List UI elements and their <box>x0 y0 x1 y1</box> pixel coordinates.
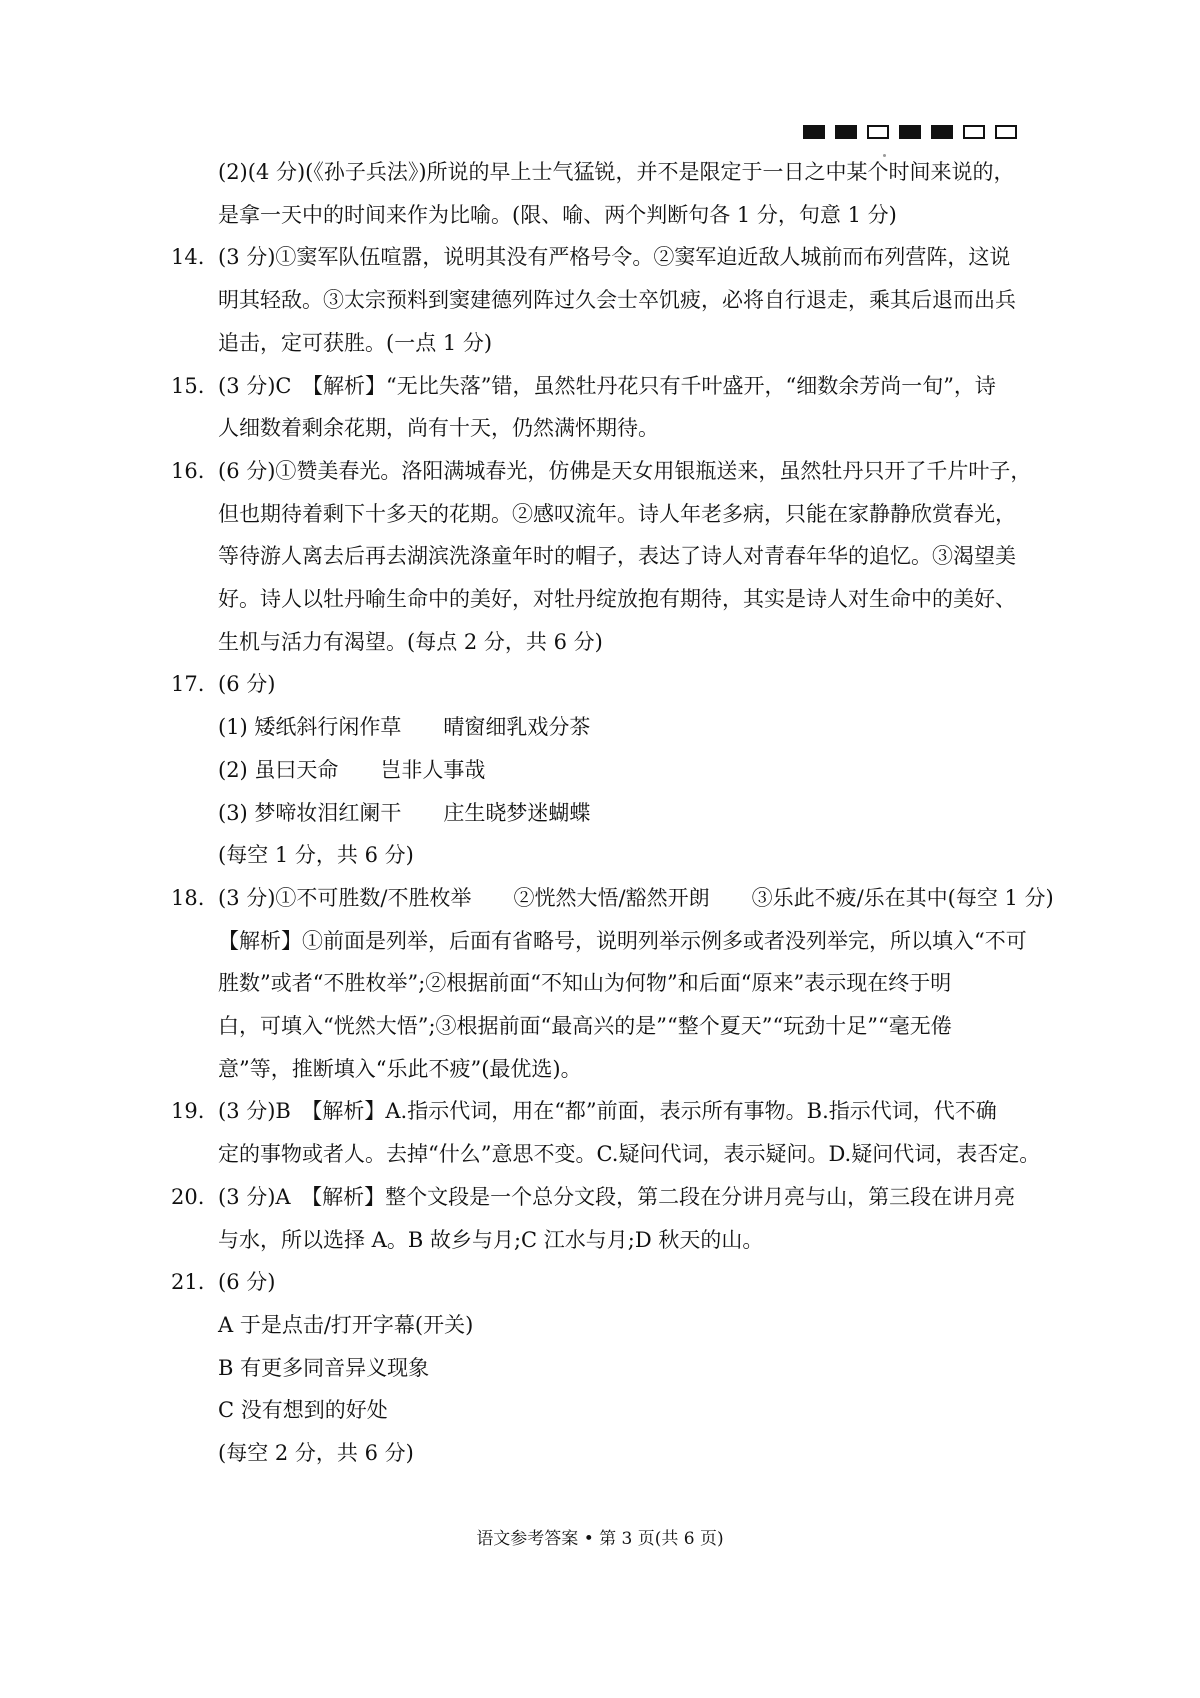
answer-text: (3 分)C 【解析】“无比失落”错，虽然牡丹花只有千叶盛开，“细数余芳尚一旬”，诗 <box>218 374 996 398</box>
answer-text: 但也期待着剩下十多天的花期。②感叹流年。诗人年老多病，只能在家静静欣赏春光， <box>218 502 1016 526</box>
answer-text: (6 分) <box>218 672 276 696</box>
answer-text: (每空 1 分，共 6 分) <box>218 843 414 867</box>
answer-text: (3 分)B 【解析】A.指示代词，用在“都”前面，表示所有事物。B.指示代词，代不确 <box>218 1099 997 1123</box>
header-mark <box>835 125 857 139</box>
header-mark <box>995 125 1017 139</box>
question-number: 21. <box>171 1270 205 1294</box>
answer-text: (6 分)①赞美春光。洛阳满城春光，仿佛是天女用银瓶送来，虽然牡丹只开了千片叶子， <box>218 459 1032 483</box>
answer-text: 生机与活力有渴望。(每点 2 分，共 6 分) <box>218 630 603 654</box>
question-number: 20. <box>171 1185 205 1209</box>
answer-text: (2)(4 分)(《孙子兵法》)所说的早上士气猛锐，并不是限定于一日之中某个时间来说的， <box>218 160 1015 184</box>
answer-text: (每空 2 分，共 6 分) <box>218 1441 414 1465</box>
answer-text: C 没有想到的好处 <box>218 1398 388 1422</box>
answer-text: 好。诗人以牡丹喻生命中的美好，对牡丹绽放抱有期待，其实是诗人对生命中的美好、 <box>218 587 1016 611</box>
answer-text: 胜数”或者“不胜枚举”;②根据前面“不知山为何物”和后面“原来”表示现在终于明 <box>218 971 952 995</box>
header-mark <box>963 125 985 139</box>
page-footer: 语文参考答案 • 第 3 页(共 6 页) <box>476 1529 724 1549</box>
answer-text: 是拿一天中的时间来作为比喻。(限、喻、两个判断句各 1 分，句意 1 分) <box>218 203 897 227</box>
answer-text: (3) 梦啼妆泪红阑干 庄生晓梦迷蝴蝶 <box>218 801 591 825</box>
answer-text: (1) 矮纸斜行闲作草 晴窗细乳戏分茶 <box>218 715 591 739</box>
header-mark <box>931 125 953 139</box>
question-number: 19. <box>171 1099 205 1123</box>
answer-text: (3 分)①窦军队伍喧嚣，说明其没有严格号令。②窦军迫近敌人城前而布列营阵，这说 <box>218 245 1011 269</box>
header-mark <box>803 125 825 139</box>
question-number: 15. <box>171 374 205 398</box>
answer-text: (2) 虽曰天命 岂非人事哉 <box>218 758 486 782</box>
answer-text: A 于是点击/打开字幕(开关) <box>218 1313 474 1337</box>
answer-text: B 有更多同音异义现象 <box>218 1356 430 1380</box>
answer-text: 等待游人离去后再去湖滨洗涤童年时的帽子，表达了诗人对青春年华的追忆。③渴望美 <box>218 544 1016 568</box>
question-number: 14. <box>171 245 205 269</box>
answer-text: (3 分)①不可胜数/不胜枚举 ②恍然大悟/豁然开朗 ③乐此不疲/乐在其中(每空 1 分) <box>218 886 1054 910</box>
answer-text: 明其轻敌。③太宗预料到窦建德列阵过久会士卒饥疲，必将自行退走，乘其后退而出兵 <box>218 288 1016 312</box>
answer-text: (3 分)A 【解析】整个文段是一个总分文段，第二段在分讲月亮与山，第三段在讲月亮 <box>218 1185 1016 1209</box>
answer-text: 意”等，推断填入“乐此不疲”(最优选)。 <box>218 1057 582 1081</box>
question-number: 17. <box>171 672 205 696</box>
question-number: 18. <box>171 886 205 910</box>
header-mark <box>867 125 889 139</box>
answer-text: 【解析】①前面是列举，后面有省略号，说明列举示例多或者没列举完，所以填入“不可 <box>218 929 1027 953</box>
header-mark <box>899 125 921 139</box>
answer-text: 白，可填入“恍然大悟”;③根据前面“最高兴的是”“整个夏天”“玩劲十足”“毫无倦 <box>218 1014 952 1038</box>
answer-text: (6 分) <box>218 1270 276 1294</box>
answer-text: 与水，所以选择 A。B 故乡与月;C 江水与月;D 秋天的山。 <box>218 1228 764 1252</box>
answer-text: 追击，定可获胜。(一点 1 分) <box>218 331 493 355</box>
answer-text: 人细数着剩余花期，尚有十天，仍然满怀期待。 <box>218 416 659 440</box>
question-number: 16. <box>171 459 205 483</box>
answer-text: 定的事物或者人。去掉“什么”意思不变。C.疑问代词，表示疑问。D.疑问代词，表否定。 <box>218 1142 1041 1166</box>
